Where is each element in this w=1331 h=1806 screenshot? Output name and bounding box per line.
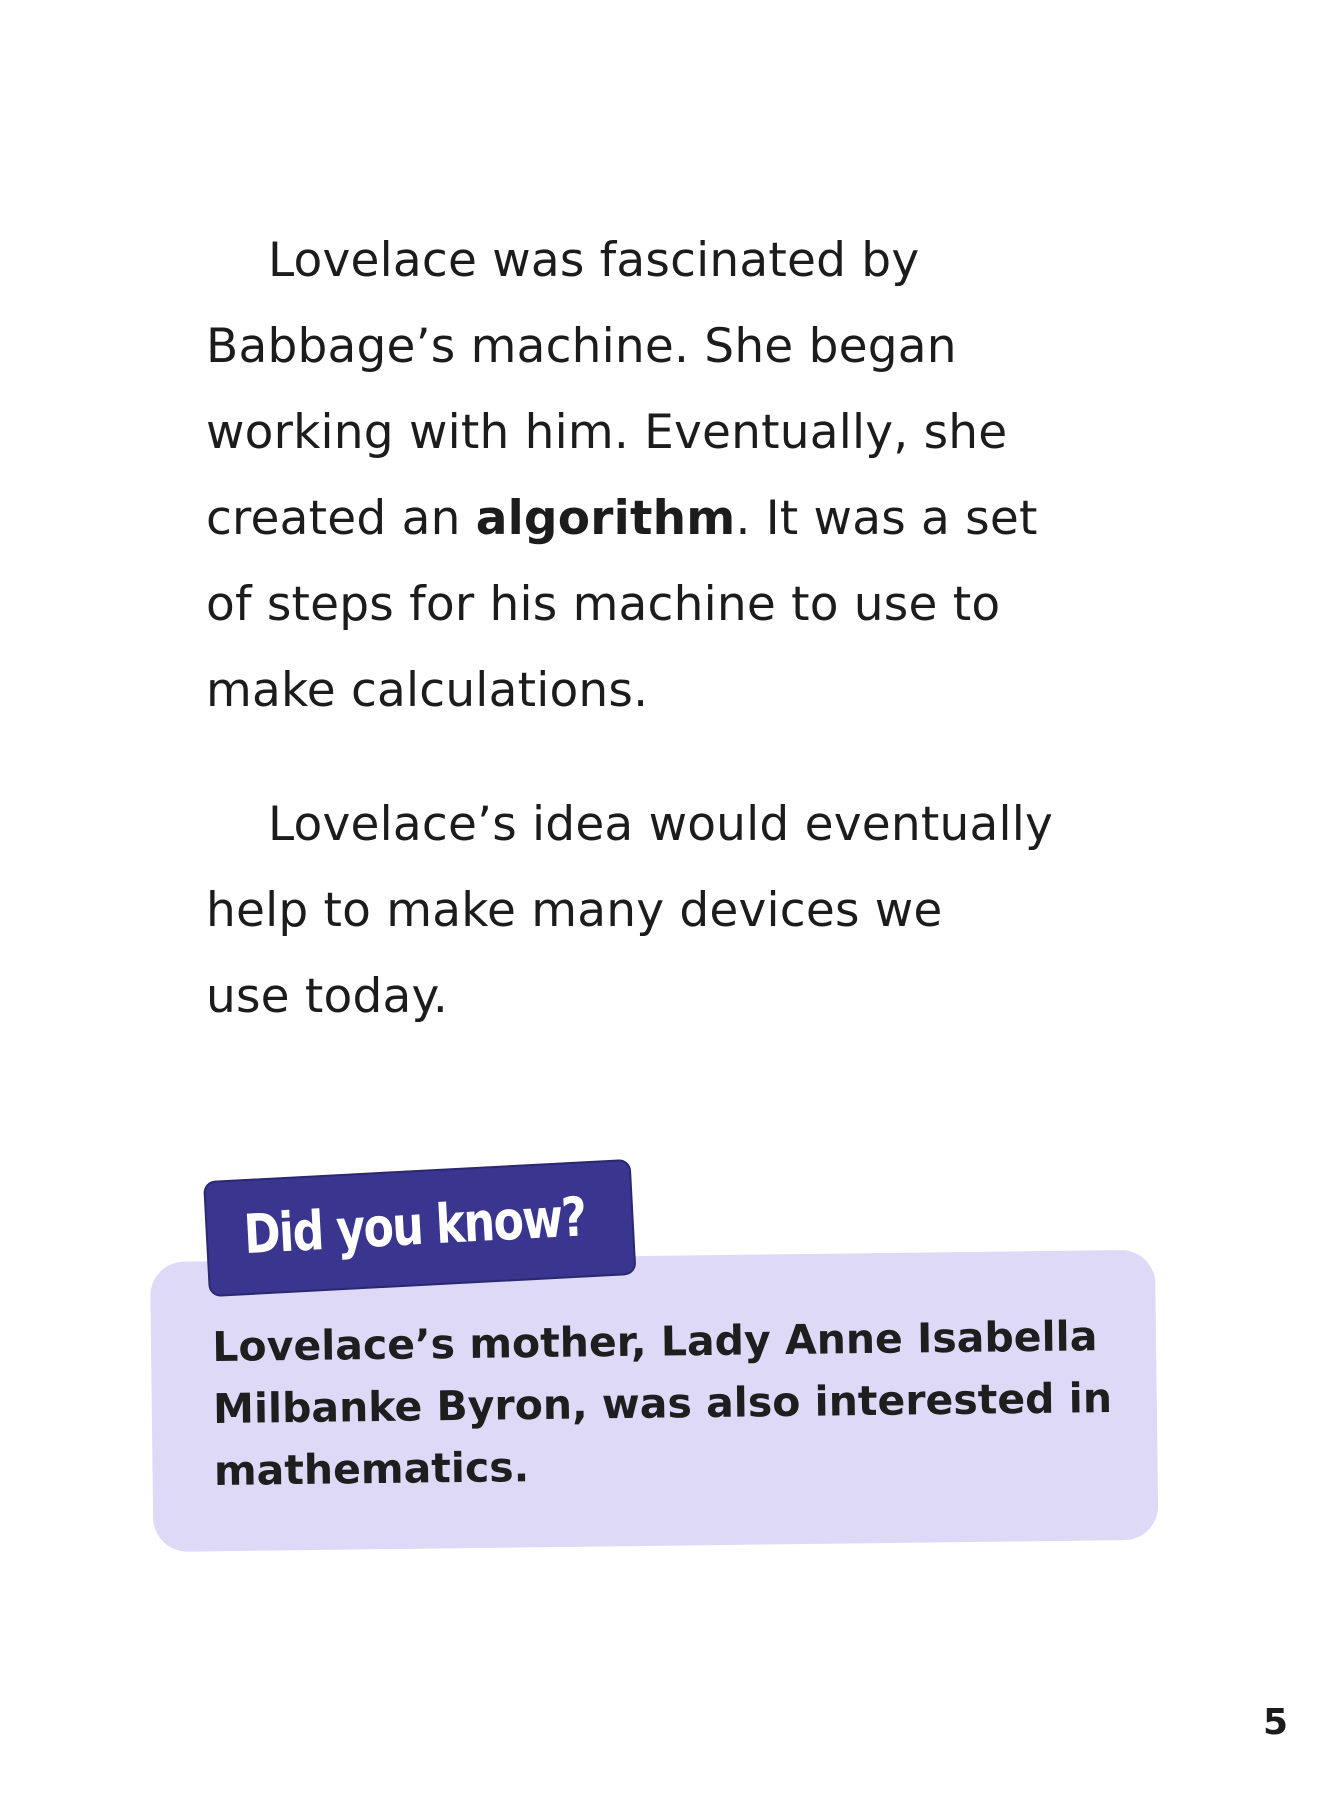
paragraph-line: help to make many devices we <box>206 883 943 938</box>
paragraph-text: created an <box>206 491 476 546</box>
paragraph-text: . It was a set <box>735 491 1038 546</box>
paragraph-lovelace-idea <box>206 782 1066 1040</box>
glossary-term-algorithm: algorithm <box>475 491 736 546</box>
paragraph-lovelace-algorithm <box>206 218 1066 734</box>
fact-line: Milbanke Byron, was also interested in <box>212 1374 1113 1433</box>
paragraph-line: make calculations. <box>206 663 649 718</box>
fact-line: mathematics. <box>213 1443 530 1495</box>
paragraph-line: use today. <box>206 969 449 1024</box>
paragraph-line: Babbage’s machine. She began <box>206 319 957 374</box>
paragraph-line <box>206 476 1066 562</box>
paragraph-line: of steps for his machine to use to <box>206 577 1001 632</box>
paragraph-line: working with him. Eventually, she <box>206 405 1008 460</box>
page-number: 5 <box>1263 1702 1289 1743</box>
fact-line: Lovelace’s mother, Lady Anne Isabella <box>212 1312 1098 1371</box>
did-you-know-title: Did you know? <box>242 1185 588 1267</box>
did-you-know-badge <box>205 1161 634 1295</box>
did-you-know-text <box>212 1305 1114 1502</box>
paragraph-line: Lovelace’s idea would eventually <box>268 797 1053 852</box>
paragraph-line: Lovelace was fascinated by <box>268 233 920 288</box>
